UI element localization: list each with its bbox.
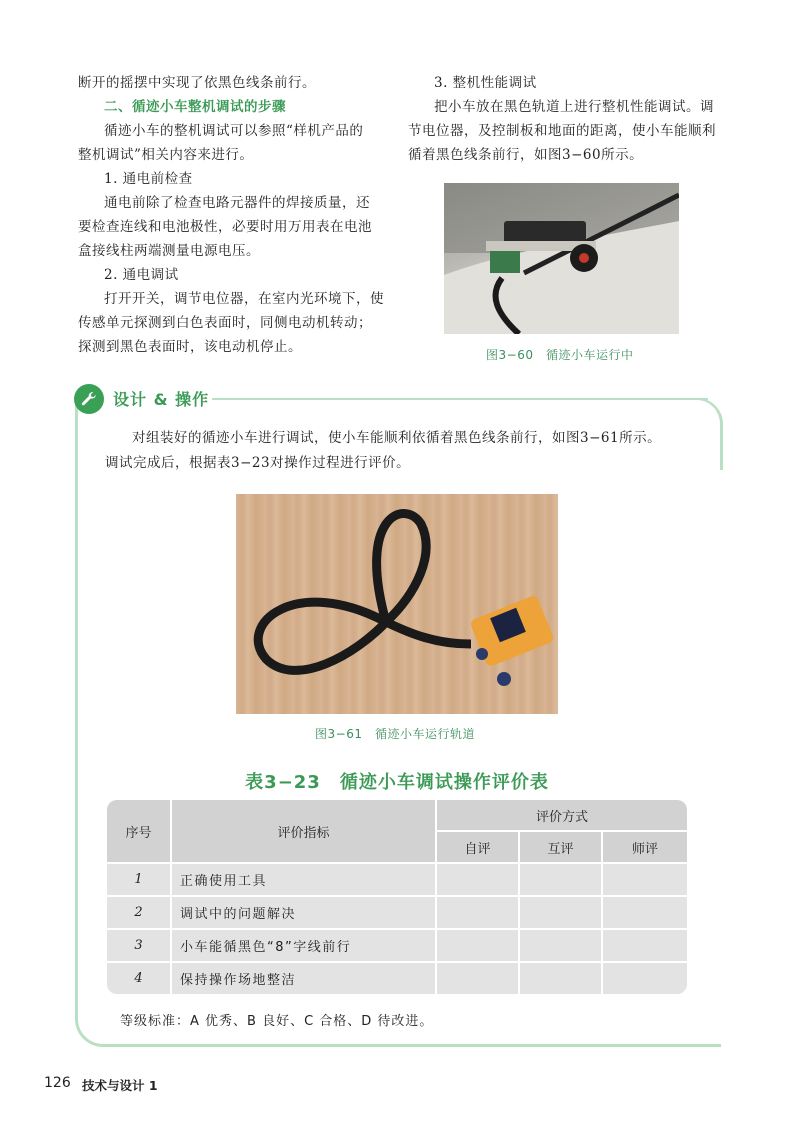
text-line: 节电位器，及控制板和地面的距离，使小车能顺利 [408,123,716,139]
self-eval-cell[interactable] [437,930,520,963]
text-line: 整机调试”相关内容来进行。 [78,147,254,163]
design-section-title: 设计 & 操作 [113,390,210,409]
header-peer-eval: 互评 [520,832,603,864]
book-title: 技术与设计 1 [82,1078,158,1093]
header-teacher-eval: 师评 [603,832,687,864]
teacher-eval-cell[interactable] [603,897,687,930]
text-line: 传感单元探测到白色表面时，同侧电动机转动； [78,315,372,331]
text-line: 探测到黑色表面时，该电动机停止。 [78,339,302,355]
figure-3-60-photo [444,183,679,334]
self-eval-cell[interactable] [437,897,520,930]
frame-corner [690,398,723,470]
header-method: 评价方式 [437,800,687,832]
text-line: 调试完成后，根据表3−23对操作过程进行评价。 [105,455,411,471]
header-self-eval: 自评 [437,832,520,864]
text-line: 要检查连线和电池极性，必要时用万用表在电池 [78,219,372,235]
row-index: 1 [107,864,172,897]
row-indicator: 调试中的问题解决 [172,897,437,930]
teacher-eval-cell[interactable] [603,864,687,897]
header-index: 序号 [107,800,172,864]
page-number: 126 [44,1075,71,1091]
row-indicator: 小车能循黑色“8”字线前行 [172,930,437,963]
figure-caption: 图3−60 循迹小车运行中 [486,348,634,362]
row-index: 2 [107,897,172,930]
wrench-icon [74,384,104,414]
text-line: 盒接线柱两端测量电源电压。 [78,243,260,259]
text-line: 断开的摇摆中实现了依黑色线条前行。 [78,75,316,91]
teacher-eval-cell[interactable] [603,963,687,994]
peer-eval-cell[interactable] [520,864,603,897]
table-row [107,864,687,897]
text-line: 通电前除了检查电路元器件的焊接质量，还 [104,195,370,211]
table-row [107,897,687,930]
peer-eval-cell[interactable] [520,930,603,963]
self-eval-cell[interactable] [437,963,520,994]
teacher-eval-cell[interactable] [603,930,687,963]
peer-eval-cell[interactable] [520,963,603,994]
self-eval-cell[interactable] [437,864,520,897]
header-indicator: 评价指标 [172,800,437,864]
figure-caption: 图3−61 循迹小车运行轨道 [315,727,475,741]
row-index: 4 [107,963,172,994]
table-title: 表3−23 循迹小车调试操作评价表 [245,772,549,793]
table-row [107,930,687,963]
step1-title: 1. 通电前检查 [104,171,193,187]
row-indicator: 保持操作场地整洁 [172,963,437,994]
peer-eval-cell[interactable] [520,897,603,930]
evaluation-table [107,800,687,994]
text-line: 把小车放在黑色轨道上进行整机性能调试。调 [434,99,714,115]
text-line: 循迹小车的整机调试可以参照“样机产品的 [104,123,364,139]
row-index: 3 [107,930,172,963]
frame-divider [212,398,708,400]
figure-3-61-photo [236,494,558,714]
step3-title: 3. 整机性能调试 [434,75,537,91]
text-line: 循着黑色线条前行，如图3−60所示。 [408,147,644,163]
row-indicator: 正确使用工具 [172,864,437,897]
text-line: 打开开关，调节电位器，在室内光环境下，使 [104,291,384,307]
table-row [107,963,687,994]
section-heading: 二、循迹小车整机调试的步骤 [104,99,286,115]
grade-standard-note: 等级标准：A 优秀、B 良好、C 合格、D 待改进。 [120,1014,434,1029]
step2-title: 2. 通电调试 [104,267,179,283]
text-line: 对组装好的循迹小车进行调试，使小车能顺利依循着黑色线条前行，如图3−61所示。 [132,430,662,446]
